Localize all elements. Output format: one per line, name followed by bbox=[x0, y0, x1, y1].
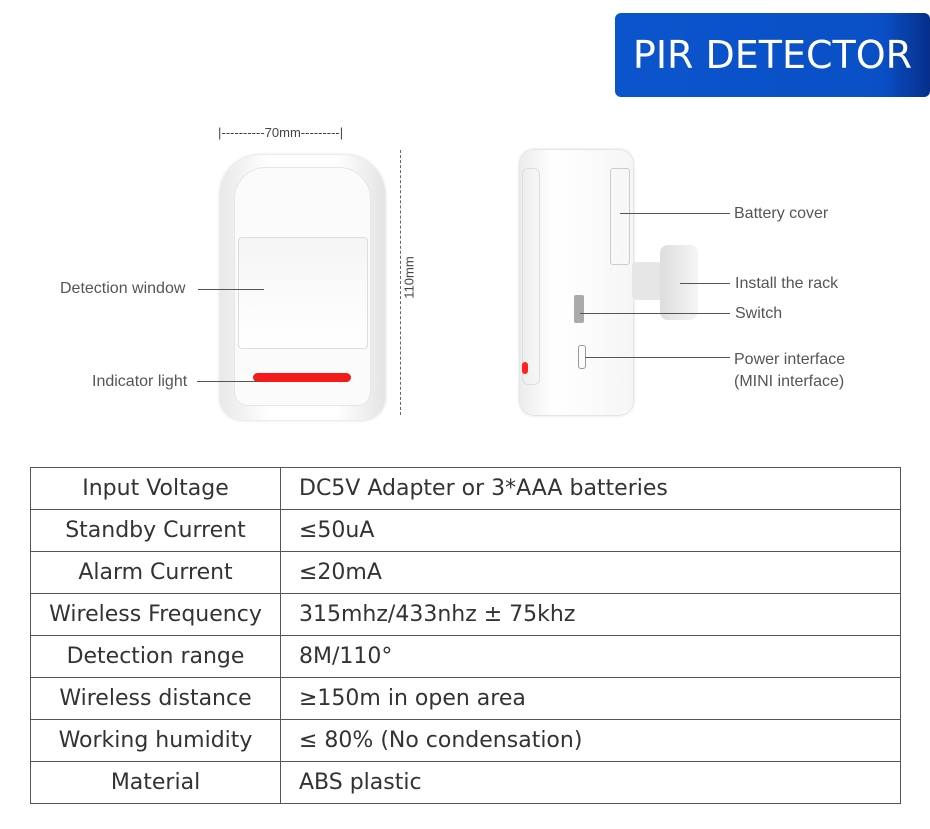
label-power-interface: Power interface bbox=[734, 351, 846, 368]
detector-side-image bbox=[520, 150, 633, 415]
switch bbox=[574, 295, 584, 323]
spec-row bbox=[31, 594, 901, 636]
spec-value: DC5V Adapter or 3*AAA batteries bbox=[281, 468, 901, 510]
spec-name: Wireless distance bbox=[31, 678, 281, 720]
spec-name: Input Voltage bbox=[31, 468, 281, 510]
spec-name: Standby Current bbox=[31, 510, 281, 552]
title-banner: PIR DETECTOR bbox=[615, 13, 930, 97]
label-detection-window: Detection window bbox=[60, 280, 186, 297]
spec-table bbox=[30, 467, 901, 804]
spec-value: ≥150m in open area bbox=[281, 678, 901, 720]
spec-value: ≤20mA bbox=[281, 552, 901, 594]
spec-name: Alarm Current bbox=[31, 552, 281, 594]
spec-name: Working humidity bbox=[31, 720, 281, 762]
indicator-light bbox=[253, 373, 351, 382]
width-dimension: |----------70mm---------| bbox=[218, 125, 344, 140]
spec-row bbox=[31, 552, 901, 594]
spec-row bbox=[31, 468, 901, 510]
spec-name: Material bbox=[31, 762, 281, 804]
label-switch: Switch bbox=[735, 305, 783, 322]
label-power-interface-sub: (MINI interface) bbox=[734, 373, 845, 390]
label-indicator-light: Indicator light bbox=[92, 373, 188, 390]
label-battery-cover: Battery cover bbox=[734, 205, 829, 222]
spec-name: Wireless Frequency bbox=[31, 594, 281, 636]
spec-value: ≤ 80% (No condensation) bbox=[281, 720, 901, 762]
spec-row bbox=[31, 510, 901, 552]
spec-value: ABS plastic bbox=[281, 762, 901, 804]
spec-value: ≤50uA bbox=[281, 510, 901, 552]
spec-row bbox=[31, 762, 901, 804]
spec-row bbox=[31, 720, 901, 762]
spec-row bbox=[31, 678, 901, 720]
height-dimension: 110mm bbox=[402, 253, 417, 301]
spec-row bbox=[31, 636, 901, 678]
label-install-rack: Install the rack bbox=[735, 275, 839, 292]
detection-window bbox=[238, 237, 368, 349]
spec-value: 315mhz/433nhz ± 75khz bbox=[281, 594, 901, 636]
mounting-rack bbox=[632, 262, 662, 300]
spec-name: Detection range bbox=[31, 636, 281, 678]
spec-value: 8M/110° bbox=[281, 636, 901, 678]
